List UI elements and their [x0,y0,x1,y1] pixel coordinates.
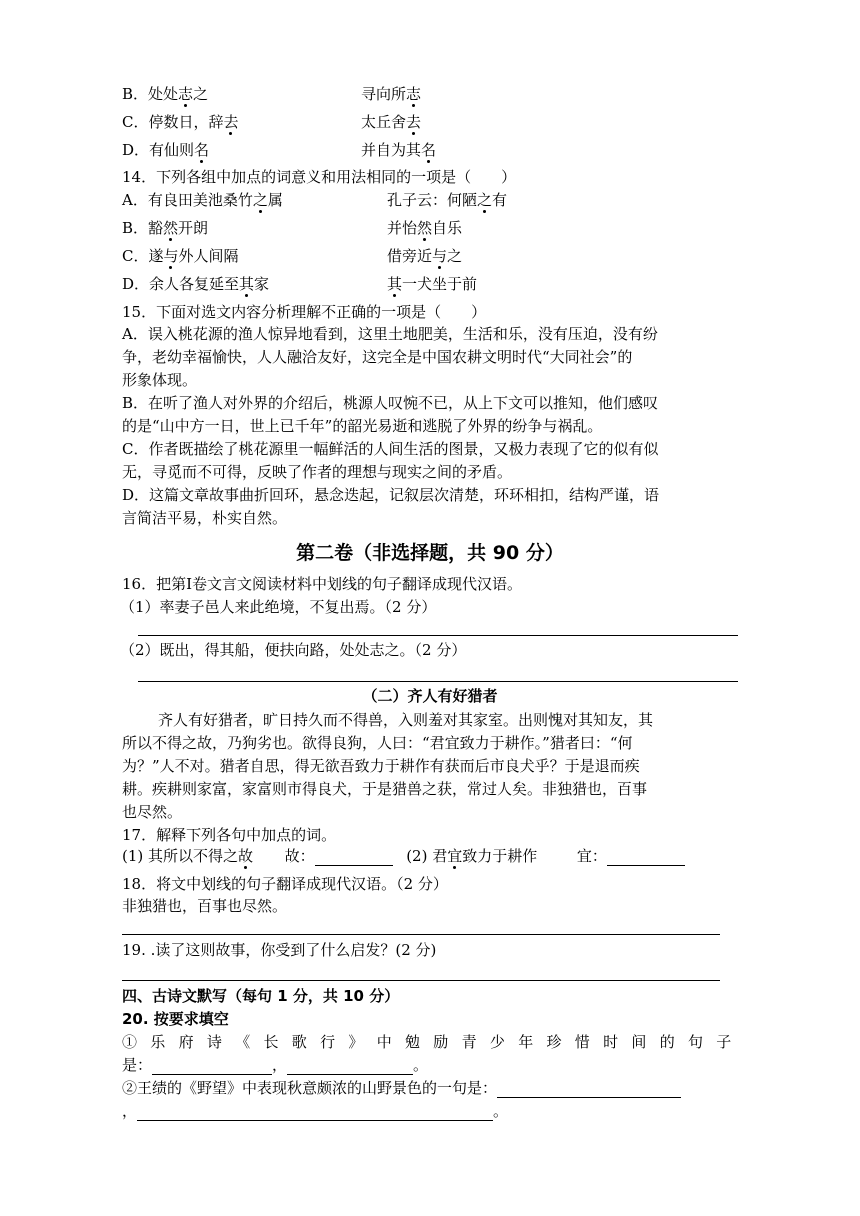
q20-blank-3[interactable] [497,1081,681,1098]
q14-option-d-right: 其一犬坐于前 [387,275,478,293]
q20-stem: 20. 按要求填空 [122,1010,229,1028]
q16-answer-line-1[interactable] [138,635,738,636]
q16-sentence-1: （1）率妻子邑人来此绝境，不复出焉。（2 分） [120,598,437,616]
q14-option-a-right: 孔子云：何陋之有 [387,191,508,209]
q14-option-c-left: C．遂与外人间隔 [122,247,239,265]
q13-option-b-right: 寻向所志 [361,85,422,103]
q14-option-d-left: D．余人各复延至其家 [122,275,270,293]
q20-item-2-line1: ②王绩的《野望》中表现秋意颇浓的山野景色的一句是： [122,1078,681,1098]
passage2-line-1: 齐人有好猎者，旷日持久而不得兽，入则羞对其家室。出则愧对其知友，其 [158,711,654,729]
q15-option-a-line1: A．误入桃花源的渔人惊异地看到，这里土地肥美，生活和乐，没有压迫，没有纷 [122,325,658,343]
passage2-line-3: 为？”人不对。猎者自思，得无欲吾致力于耕作有获而后市良犬乎？于是退而疾 [122,757,640,775]
q15-option-b-line2: 的是“山中方一日，世上已千年”的韶光易逝和逃脱了外界的纷争与祸乱。 [122,417,603,435]
q16-answer-line-2[interactable] [138,681,738,682]
q14-option-a-left: A．有良田美池桑竹之属 [122,191,283,209]
q14-option-b-right: 并怡然自乐 [387,219,463,237]
passage2-line-2: 所以不得之故，乃狗劣也。欲得良狗，人曰：“君宜致力于耕作。”猎者曰：“何 [122,734,633,752]
q15-option-a-line3: 形象体现。 [122,371,198,389]
q17-stem: 17．解释下列各句中加点的词。 [122,826,337,844]
q17-blank-1[interactable] [315,849,393,866]
q13-option-c-left: C．停数日，辞去 [122,113,239,131]
q14-option-c-right: 借旁近与之 [387,247,463,265]
q20-blank-1[interactable] [152,1058,272,1075]
q19-stem: 19. .读了这则故事，你受到了什么启发？(2 分) [122,941,437,959]
q15-stem: 15．下面对选文内容分析理解不正确的一项是（ ） [122,303,487,321]
q13-option-d-right: 并自为其名 [361,141,437,159]
q16-stem: 16．把第Ⅰ卷文言文阅读材料中划线的句子翻译成现代汉语。 [122,575,523,593]
q13-option-d-left: D．有仙则名 [122,141,210,159]
section4-title: 四、古诗文默写（每句 1 分，共 10 分） [122,987,400,1005]
q18-sentence: 非独猎也，百事也尽然。 [122,897,288,915]
q15-option-c-line2: 无，寻觅而不可得，反映了作者的理想与现实之间的矛盾。 [122,463,513,481]
q20-item-2-line2: ， 。 [122,1102,509,1120]
q17-items: (1) 其所以不得之故 故： (2) 君宜致力于耕作 宜： [122,846,685,866]
q13-option-b-left: B．处处志之 [122,85,209,103]
q19-answer-line[interactable] [122,980,720,981]
q15-option-b-line1: B．在听了渔人对外界的介绍后，桃源人叹惋不已，从上下文可以推知，他们感叹 [122,394,659,412]
q13-option-c-right: 太丘舍去 [361,113,422,131]
q17-blank-2[interactable] [607,849,685,866]
q15-option-c-line1: C．作者既描绘了桃花源里一幅鲜活的人间生活的图景，又极力表现了它的似有似 [122,440,659,458]
q20-item-1-line2: 是： ， 。 [122,1056,429,1074]
q20-blank-2[interactable] [287,1058,413,1075]
passage2-line-4: 耕。疾耕则家富，家富则市得良犬，于是猎兽之获，常过人矣。非独猎也，百事 [122,780,648,798]
q15-option-d-line2: 言简洁平易，朴实自然。 [122,509,288,527]
passage2-line-5: 也尽然。 [122,803,183,821]
q14-stem: 14．下列各组中加点的词意义和用法相同的一项是（ ） [122,168,517,186]
q15-option-d-line1: D．这篇文章故事曲折回环，悬念迭起，记叙层次清楚，环环相扣，结构严谨，语 [122,486,660,504]
q18-stem: 18．将文中划线的句子翻译成现代汉语。（2 分） [122,875,448,893]
q20-blank-4[interactable] [137,1104,493,1121]
q18-answer-line[interactable] [122,934,720,935]
passage2-title: （二）齐人有好猎者 [362,687,498,705]
q15-option-a-line2: 争，老幼幸福愉快，人人融洽友好，这完全是中国农耕文明时代“大同社会”的 [122,348,633,366]
q14-option-b-left: B．豁然开朗 [122,219,209,237]
q20-item-1-line1: ①乐府诗《长歌行》中勉励青少年珍惜时间的句子 [122,1033,745,1051]
part2-title: 第二卷（非选择题，共 90 分） [296,542,564,564]
q16-sentence-2: （2）既出，得其船，便扶向路，处处志之。（2 分） [120,641,467,659]
